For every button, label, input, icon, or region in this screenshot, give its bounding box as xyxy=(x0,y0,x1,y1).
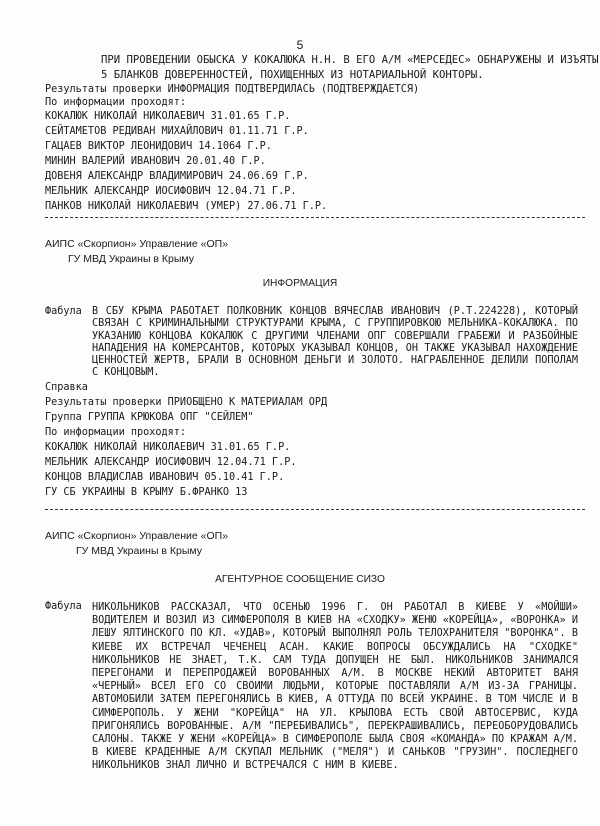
person-entry: МЕЛЬНИК АЛЕКСАНДР ИОСИФОВИЧ 12.04.71 Г.Р. xyxy=(45,457,297,468)
fabula-label: Фабула xyxy=(45,601,82,612)
info-header: По информации проходят: xyxy=(45,427,187,438)
person-entry: СЕЙТАМЕТОВ РЕДИВАН МИХАЙЛОВИЧ 01.11.71 Г.Р. xyxy=(45,126,309,137)
person-entry: КОКАЛЮК НИКОЛАЙ НИКОЛАЕВИЧ 31.01.65 Г.Р. xyxy=(45,111,291,122)
fabula-label: Фабула xyxy=(45,306,82,317)
org-line: ГУ МВД Украины в Крыму xyxy=(68,253,195,265)
separator-line xyxy=(45,217,585,218)
fabula-text: НИКОЛЬНИКОВ РАССКАЗАЛ, ЧТО ОСЕНЬЮ 1996 Г. ОН РАБОТАЛ В КИЕВЕ У «МОЙШИ» ВОДИТЕЛЕМ И ВОЗИЛ ИЗ СИМФЕРОПОЛЯ В КИЕВ НА «СХОДКУ» ЖЕНЮ «КОРЕЙЦА», «ВОРОНКА» И ЛЕШУ ЯЛТИНСКОГО ПО КЛ. «УДАВ», КОТОРЫЙ ВЫПОЛНЯЛ РОЛЬ ТЕЛОХРАНИТЕЛЯ "ВОРОНКА". В КИЕВЕ ИХ ВСТРЕЧАЛ ЧЕЧЕНЕЦ АСАН. КАКИЕ ВОПРОСЫ ОБСУЖДАЛИСЬ НА "СХОДКЕ" НИКОЛЬНИКОВ НЕ ЗНАЕТ, Т.К. САМ ТУДА ДОПУЩЕН НЕ БЫЛ. НИКОЛЬНИКОВ ЗАНИМАЛСЯ ПЕРЕГОНАМИ И ПЕРЕПРОДАЖЕЙ ВОРОВАННЫХ А/М. В МОСКВЕ НЕКИЙ АВТОРИТЕТ ВАНЯ «ЧЕРНЫЙ» ВСЕЛ ЕГО СО СВОИМИ ЛЮДЬМИ, КОТОРЫЕ ПОСТАВЛЯЛИ А/М ИЗ-ЗА ГРАНИЦЫ. АВТОМОБИЛИ ЗАТЕМ ПЕРЕГОНЯЛИСЬ В КИЕВ, А ОТТУДА ПО ВСЕЙ УКРАИНЕ. В ТОМ ЧИСЛЕ И В СИМФЕРОПОЛЬ. У ЖЕНИ "КОРЕЙЦА" НА УЛ. КРЫЛОВА ЕСТЬ СВОЙ АВТОСЕРВИС, КУДА ПРИГОНЯЛИСЬ ВОРОВАННЫЕ. А/М "ПЕРЕБИВАЛИСЬ", ПЕРЕКРАШИВАЛИСЬ, ПЕРЕОБОРУДОВАЛИСЬ САЛОНЫ. ТАКЖЕ У ЖЕНИ «КОРЕЙЦА» В СИМФЕРОПОЛЕ БЫЛА СВОЯ «КОМАНДА» ПО КРАЖАМ А/М. В КИЕВЕ КРАДЕННЫЕ А/М СКУПАЛ МЕЛЬНИК ("МЕЛЯ") И САНЬКОВ "ГРУЗИН". ПОСЛЕДНЕГО НИКОЛЬНИКОВ ЗНАЛ ЛИЧНО И ВСТРЕЧАЛСЯ С НИМ В КИЕВЕ. xyxy=(92,602,578,772)
fabula-text: В СБУ КРЫМА РАБОТАЕТ ПОЛКОВНИК КОНЦОВ ВЯЧЕСЛАВ ИВАНОВИЧ (Р.Т.224228), КОТОРЫЙ СВЯЗАН С КРИМИНАЛЬНЫМИ СТРУКТУРАМИ КРЫМА, С ГРУППИРОВКОЮ МЕЛЬНИКА-КОКАЛЮКА. ПО УКАЗАНИЮ КОНЦОВА КОКАЛЮК С ДРУГИМИ ЧЛЕНАМИ ОПГ СОВЕРШАЛИ ГРАБЕЖИ И РАЗБОЙНЫЕ НАПАДЕНИЯ НА КОМЕРСАНТОВ, КОТОРЫХ УКАЗЫВАЛ КОНЦОВ, ОН ТАКЖЕ УКАЗЫВАЛ НАХОЖДЕНИЕ ЦЕННОСТЕЙ ЖЕРТВ, БРАЛИ В ОСНОВНОМ ДЕНЬГИ И ЗОЛОТО. НАГРАБЛЕННОЕ ДЕЛИЛИ ПОПОЛАМ С КОНЦОВЫМ. xyxy=(92,306,578,379)
section-title: АГЕНТУРНОЕ СООБЩЕНИЕ СИЗО xyxy=(215,574,385,585)
org-line: АИПС «Скорпион» Управление «ОП» xyxy=(45,238,229,250)
intro-line-2: 5 БЛАНКОВ ДОВЕРЕННОСТЕЙ, ПОХИЩЕННЫХ ИЗ НОТАРИАЛЬНОЙ КОНТОРЫ. xyxy=(101,69,484,81)
person-entry: ГАЦАЕВ ВИКТОР ЛЕОНИДОВИЧ 14.1064 Г.Р. xyxy=(45,141,272,152)
check-result: Результаты проверки ПРИОБЩЕНО К МАТЕРИАЛАМ ОРД xyxy=(45,397,328,408)
separator-line xyxy=(45,509,585,510)
check-result: Результаты проверки ИНФОРМАЦИЯ ПОДТВЕРДИЛАСЬ (ПОДТВЕРЖДАЕТСЯ) xyxy=(45,84,420,95)
page-number: 5 xyxy=(296,38,304,52)
person-entry: ПАНКОВ НИКОЛАЙ НИКОЛАЕВИЧ (УМЕР) 27.06.71 Г.Р. xyxy=(45,201,328,212)
info-header: По информации проходят: xyxy=(45,97,187,108)
person-entry: КОНЦОВ ВЛАДИСЛАВ ИВАНОВИЧ 05.10.41 Г.Р. xyxy=(45,472,285,483)
person-entry: МЕЛЬНИК АЛЕКСАНДР ИОСИФОВИЧ 12.04.71 Г.Р. xyxy=(45,186,297,197)
person-entry: МИНИН ВАЛЕРИЙ ИВАНОВИЧ 20.01.40 Г.Р. xyxy=(45,156,266,167)
spravka-label: Справка xyxy=(45,382,88,393)
person-entry: КОКАЛЮК НИКОЛАЙ НИКОЛАЕВИЧ 31.01.65 Г.Р. xyxy=(45,442,291,453)
person-entry: ДОВЕНЯ АЛЕКСАНДР ВЛАДИМИРОВИЧ 24.06.69 Г.Р. xyxy=(45,171,309,182)
person-entry: ГУ СБ УКРАИНЫ В КРЫМУ Б.ФРАНКО 13 xyxy=(45,487,248,498)
intro-line-1: ПРИ ПРОВЕДЕНИИ ОБЫСКА У КОКАЛЮКА Н.Н. В ЕГО А/М «МЕРСЕДЕС» ОБНАРУЖЕНЫ И ИЗЪЯТЫ xyxy=(101,54,599,66)
org-line: АИПС «Скорпион» Управление «ОП» xyxy=(45,530,229,542)
group-line: Группа ГРУППА КРЮКОВА ОПГ "СЕЙЛЕМ" xyxy=(45,412,254,423)
org-line: ГУ МВД Украины в Крыму xyxy=(76,545,203,557)
section-title: ИНФОРМАЦИЯ xyxy=(262,278,338,289)
